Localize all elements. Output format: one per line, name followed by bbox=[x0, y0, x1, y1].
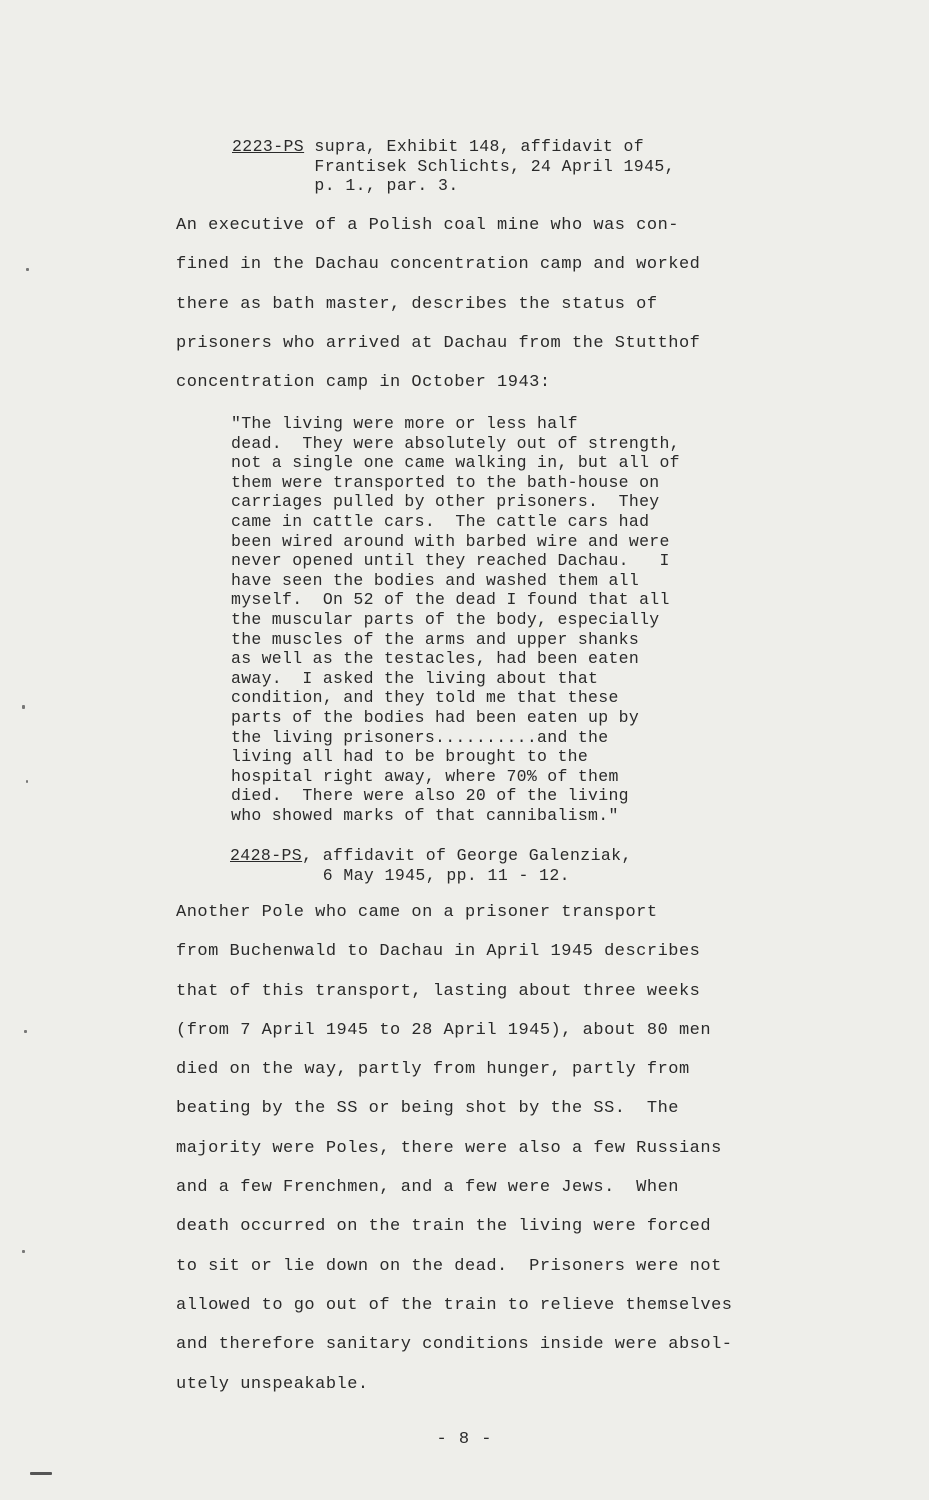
text-line: majority were Poles, there were also a few Russians bbox=[176, 1138, 722, 1158]
quote-line: away. I asked the living about that bbox=[231, 668, 599, 688]
text-line: fined in the Dachau concentration camp and worked bbox=[176, 255, 701, 275]
citation-reference: 2223-PS bbox=[232, 137, 305, 156]
quote-line: condition, and they told me that these bbox=[231, 688, 619, 708]
quote-line: as well as the testacles, had been eaten bbox=[231, 649, 640, 669]
affidavit-quote bbox=[231, 414, 741, 825]
citation-2428-ps bbox=[230, 846, 632, 885]
scan-speck bbox=[30, 1472, 52, 1475]
quote-line: parts of the bodies had been eaten up by bbox=[231, 707, 640, 727]
text-line: Another Pole who came on a prisoner transport bbox=[176, 903, 658, 922]
quote-line: not a single one came walking in, but all of bbox=[231, 453, 680, 473]
quote-line: the living prisoners..........and the bbox=[231, 727, 609, 747]
text-line: prisoners who arrived at Dachau from the Stutthof bbox=[176, 333, 701, 353]
quote-line: "The living were more or less half bbox=[231, 414, 578, 433]
text-line: utely unspeakable. bbox=[176, 1374, 369, 1394]
scan-speck bbox=[26, 268, 29, 271]
citation-line: Frantisek Schlichts, 24 April 1945, bbox=[232, 156, 675, 176]
text-line: (from 7 April 1945 to 28 April 1945), about 80 men bbox=[176, 1020, 712, 1040]
quote-line: who showed marks of that cannibalism." bbox=[231, 805, 619, 825]
citation-2223-ps bbox=[232, 137, 675, 196]
quote-line: came in cattle cars. The cattle cars had bbox=[231, 511, 650, 531]
quote-line: the muscular parts of the body, especially bbox=[231, 609, 660, 629]
text-line: death occurred on the train the living were forced bbox=[176, 1217, 712, 1237]
text-line: An executive of a Polish coal mine who was con- bbox=[176, 216, 679, 235]
quote-line: been wired around with barbed wire and were bbox=[231, 531, 670, 551]
text-line: and a few Frenchmen, and a few were Jews. When bbox=[176, 1178, 679, 1198]
text-line: allowed to go out of the train to relieve themselves bbox=[176, 1295, 733, 1315]
text-line: from Buchenwald to Dachau in April 1945 describes bbox=[176, 942, 701, 962]
text-line: that of this transport, lasting about three weeks bbox=[176, 981, 701, 1001]
body-paragraph-2 bbox=[176, 893, 786, 1404]
quote-line: the muscles of the arms and upper shanks bbox=[231, 629, 640, 649]
citation-reference: 2428-PS bbox=[230, 846, 303, 865]
quote-line: never opened until they reached Dachau. I bbox=[231, 551, 670, 571]
body-paragraph-1 bbox=[176, 206, 786, 402]
scan-speck bbox=[22, 1250, 25, 1253]
citation-line: supra, Exhibit 148, affidavit of bbox=[304, 137, 645, 156]
page-number: - 8 - bbox=[436, 1430, 493, 1449]
citation-line: 6 May 1945, pp. 11 - 12. bbox=[230, 865, 570, 885]
quote-line: myself. On 52 of the dead I found that all bbox=[231, 590, 670, 610]
quote-line: hospital right away, where 70% of them bbox=[231, 766, 619, 786]
scan-speck bbox=[22, 705, 25, 709]
citation-line: , affidavit of George Galenziak, bbox=[302, 846, 632, 865]
text-line: there as bath master, describes the status of bbox=[176, 294, 658, 314]
text-line: beating by the SS or being shot by the SS. The bbox=[176, 1099, 679, 1119]
quote-line: them were transported to the bath-house on bbox=[231, 472, 660, 492]
quote-line: dead. They were absolutely out of strength, bbox=[231, 433, 680, 453]
scan-speck bbox=[26, 780, 28, 783]
text-line: concentration camp in October 1943: bbox=[176, 373, 551, 393]
text-line: and therefore sanitary conditions inside were absol- bbox=[176, 1335, 733, 1355]
quote-line: living all had to be brought to the bbox=[231, 747, 589, 767]
scan-speck bbox=[24, 1030, 27, 1033]
text-line: to sit or lie down on the dead. Prisoners were not bbox=[176, 1256, 722, 1276]
quote-line: died. There were also 20 of the living bbox=[231, 786, 629, 806]
quote-line: carriages pulled by other prisoners. They bbox=[231, 492, 660, 512]
citation-line: p. 1., par. 3. bbox=[232, 176, 459, 195]
text-line: died on the way, partly from hunger, partly from bbox=[176, 1060, 690, 1080]
quote-line: have seen the bodies and washed them all bbox=[231, 570, 640, 590]
